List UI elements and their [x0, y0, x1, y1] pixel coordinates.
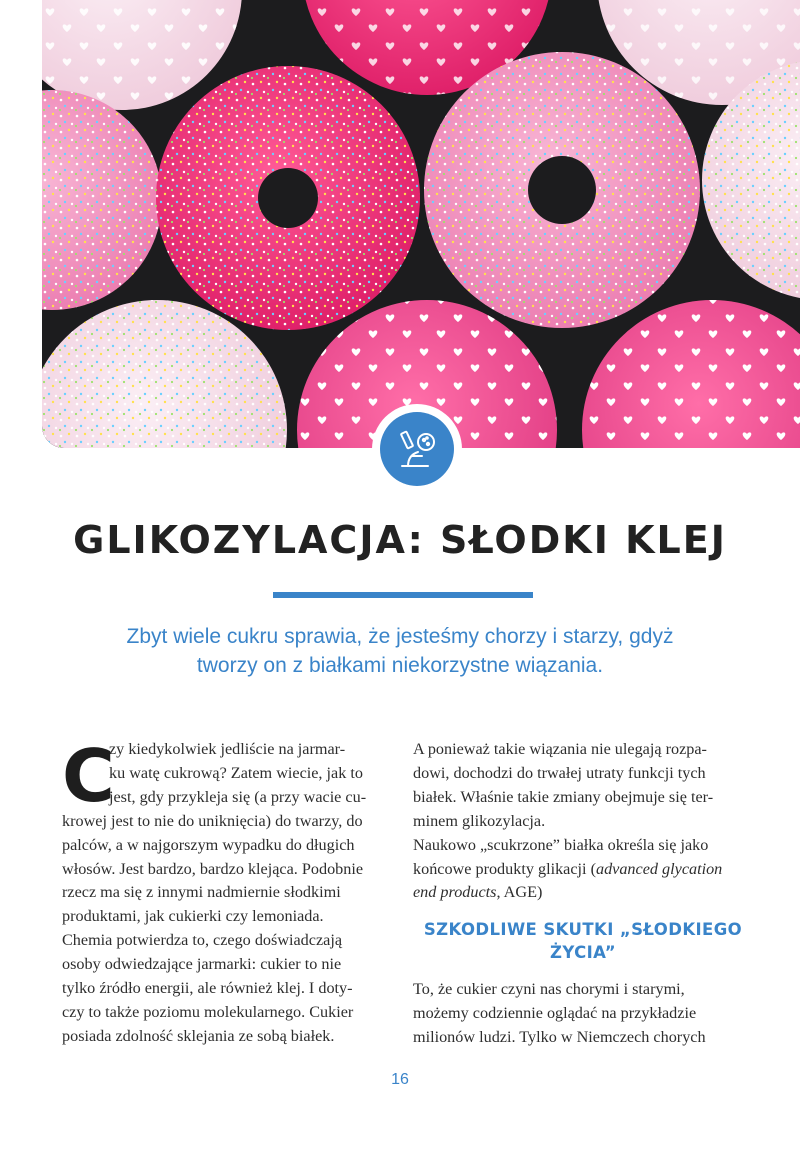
text-line: czy to także poziomu molekularnego. Cukier [62, 1002, 354, 1021]
text-line: minem glikozylacja. [413, 811, 546, 830]
badge-circle [380, 412, 454, 486]
text-line: możemy codziennie oglądać na przykładzie [413, 1004, 697, 1023]
text-line [413, 881, 753, 905]
page-title: GLIKOZYLACJA: SŁODKI KLEJ [73, 518, 727, 562]
section-subheading [413, 918, 753, 964]
title-underline [273, 592, 533, 598]
page-number: 16 [391, 1071, 409, 1088]
donuts-photo [42, 0, 800, 448]
subheading-line: SZKODLIWE SKUTKI „SŁODKIEGO [423, 920, 743, 940]
text-line: włosów. Jest bardzo, bardzo klejąca. Podobnie [62, 859, 364, 878]
text-line: zy kiedykolwiek jedliście na jarmar- [109, 740, 346, 758]
text-line [413, 858, 753, 882]
text-line: A ponieważ takie wiązania nie ulegają rozpa- [413, 740, 707, 758]
text-line: dowi, dochodzi do trwałej utraty funkcji tych [413, 763, 706, 782]
text-line: tylko źródło energii, ale również klej. I doty- [62, 979, 353, 998]
italic-term: end products [413, 883, 497, 902]
text-line: palców, a w najgorszym wypadku do długich [62, 835, 355, 854]
drop-cap: C [62, 734, 115, 818]
lead-paragraph [120, 622, 680, 680]
text-line: krowej jest to nie do uniknięcia) do twarzy, do [62, 811, 363, 830]
chapter-badge [372, 404, 462, 494]
italic-term: advanced glycation [595, 859, 723, 878]
text-line: produktami, jak cukierki czy lemoniada. [62, 907, 324, 926]
text-span: końcowe produkty glikacji ( [413, 859, 596, 878]
text-line: ku watę cukrową? Zatem wiecie, jak to [109, 763, 363, 782]
text-line: To, że cukier czyni nas chorymi i starymi, [413, 980, 685, 999]
left-column [62, 734, 392, 1049]
text-line: jest, gdy przykleja się (a przy wacie cu- [109, 787, 367, 806]
lead-line: tworzy on z białkami niekorzystne wiązania. [196, 654, 604, 677]
text-line: rzecz ma się z innymi nadmiernie słodkimi [62, 883, 341, 902]
lead-line: Zbyt wiele cukru sprawia, że jesteśmy chorzy i starzy, gdyż [126, 625, 674, 648]
text-line: milionów ludzi. Tylko w Niemczech chorych [413, 1028, 706, 1047]
subheading-line: ŻYCIA” [549, 943, 617, 963]
right-column [413, 738, 753, 1050]
text-line: białek. Właśnie takie zmiany obejmuje się ter- [413, 787, 714, 806]
text-line: osoby odwiedzające jarmarki: cukier to nie [62, 955, 342, 974]
text-line: Naukowo „scukrzone” białka określa się jako [413, 835, 709, 854]
donuts-illustration [42, 0, 800, 448]
text-line: posiada zdolność sklejania ze sobą białek. [62, 1026, 335, 1045]
text-span: , AGE) [496, 883, 543, 902]
text-line: Chemia potwierdza to, czego doświadczają [62, 931, 343, 950]
microscope-icon [394, 426, 440, 472]
